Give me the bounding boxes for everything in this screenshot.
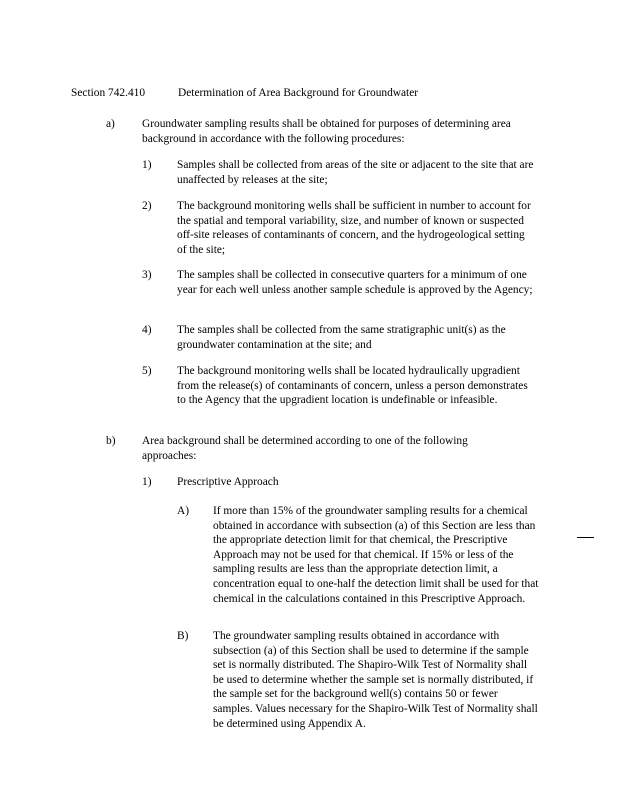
item-label: 1)	[142, 476, 152, 488]
subitem-text: If more than 15% of the groundwater sampling results for a chemical obtained in accordance with subsection (a) of this Section are less than the appropriate detection limit for that chemical, the Prescriptive Approach may not be used for that chemical. If 15% or less of the sampling results are less than the appropriate detection limit, a concentration equal to one-half the detection limit shall be used for that chemical in the calculations contained in this Prescriptive Approach.	[213, 505, 539, 605]
section-title: Determination of Area Background for Groundwater	[178, 87, 419, 99]
subsection-label: b)	[106, 435, 116, 447]
item-label: 4)	[142, 324, 152, 336]
item-label: 2)	[142, 200, 152, 212]
item-label: 1)	[142, 159, 152, 171]
subsection-text: Area background shall be determined according to one of the following approaches:	[142, 435, 468, 462]
item-label: 3)	[142, 269, 152, 281]
item-text: The samples shall be collected from the same stratigraphic unit(s) as the groundwater contamination at the site; and	[177, 324, 506, 351]
item-label: 5)	[142, 365, 152, 377]
subitem-text: The groundwater sampling results obtained in accordance with subsection (a) of this Section shall be used to determine if the sample set is normally distributed. The Shapiro-Wilk Test of Normality shall be used to determine whether the sample set is normally distributed, if the sample set for the background well(s) contains 50 or fewer samples. Values necessary for the Shapiro-Wilk Test of Normality shall be determined using Appendix A.	[213, 630, 538, 730]
section-heading	[71, 86, 418, 101]
subsection-text: Groundwater sampling results shall be obtained for purposes of determining area background in accordance with the following procedures:	[142, 118, 511, 145]
item-text: The background monitoring wells shall be sufficient in number to account for the spatial and temporal variability, size, and number of known or suspected off-site releases of contaminants of concern, and the hydrogeological setting of the site;	[177, 200, 531, 256]
item-text: Samples shall be collected from areas of the site or adjacent to the site that are unaffected by releases at the site;	[177, 159, 534, 186]
subitem-label: A)	[177, 505, 190, 517]
subitem-label: B)	[177, 630, 189, 642]
item-text: The background monitoring wells shall be located hydraulically upgradient from the release(s) of contaminants of concern, unless a person demonstrates to the Agency that the upgradient location is undefinable or infeasible.	[177, 365, 528, 407]
subsection-label: a)	[106, 118, 115, 130]
revision-margin-bar	[577, 537, 594, 538]
item-text: Prescriptive Approach	[177, 476, 279, 488]
section-number: Section 742.410	[71, 87, 146, 99]
item-text: The samples shall be collected in consecutive quarters for a minimum of one year for each well unless another sample schedule is approved by the Agency;	[177, 269, 533, 296]
